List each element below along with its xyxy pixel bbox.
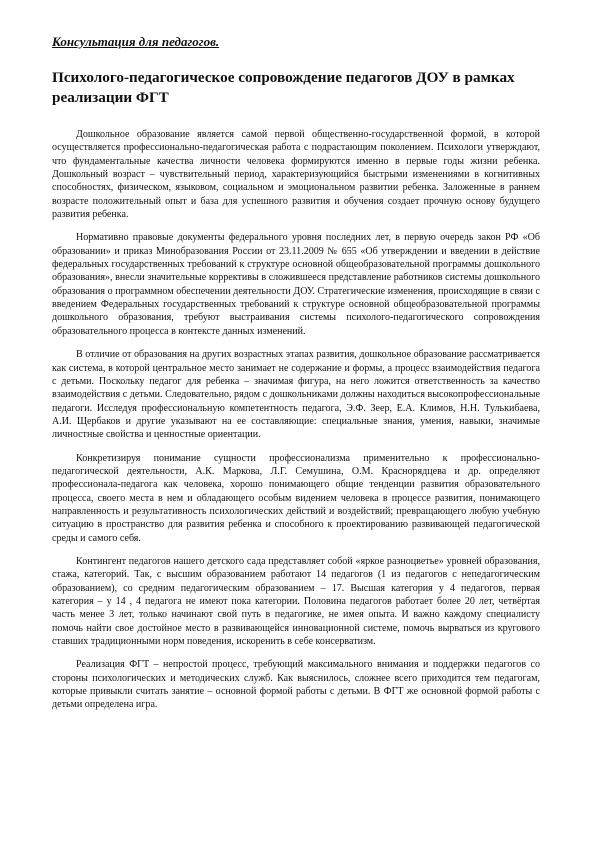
section-label: Консультация для педагогов. <box>52 34 220 49</box>
paragraph: Конкретизируя понимание сущности профессионализма применительно к профессионально-педагогической деятельности, А.К. Маркова, Л.Г. Семушина, О.М. Краснорядцева и др. определяют профессионала-педагога как человека, хорошо понимающего общие тенденции развития образовательного процесса, своего места в нем и обладающего особым видением человека в процессе развития, понимающего направленность и результативность психологических действий и воздействий; превращающего любую учебную ситуацию в пространство для развития ребенка и способного к проектированию развивающей педагогической среды и самого себя. <box>52 452 540 544</box>
paragraph: Дошкольное образование является самой первой общественно-государственной формой, в которой осуществляется профессионально-педагогическая работа с подрастающим поколением. Психологи утверждают, что фундаментальные качества личности человека формируются именно в первые годы жизни ребенка. Дошкольный возраст – чувствительный период, характеризующийся быстрыми изменениями в когнитивных способностях, физическом, языковом, социальном и эмоциональном развитии ребенка. Заложенные в раннем возрасте положительный опыт и база для успешного развития и обучения создает прочную основу будущего развития ребенка. <box>52 129 540 221</box>
paragraph: Контингент педагогов нашего детского сада представляет собой «яркое разноцветье» уровней образования, стажа, категорий. Так, с высшим образованием работают 14 педагогов (1 из педагогов с непедагогическим образованием), со средним педагогическим образованием – 17. Высшая категория у 4 педагогов, первая категория – у 14 , 4 педагога не имеют пока категории. Половина педагогов работает более 20 лет, четвёртая часть менее 3 лет, только начинают свой путь в педагогике, не имея опыта. И важно каждому специалисту помочь найти свое достойное место в развивающейся инновационной системе, помочь вырваться из кругового ставших традиционными норм поведения, искоренить в себе консерватизм. <box>52 555 540 648</box>
paragraph: Реализация ФГТ – непростой процесс, требующий максимального внимания и поддержки педагогов со стороны психологических и методических служб. Как выяснилось, сложнее всего приходится тем педагогам, которые привыкли считать занятие – основной формой работы с детьми. В ФГТ же основной формой работы с детьми определена игра. <box>52 659 540 711</box>
document-title: Психолого-педагогическое сопровождение педагогов ДОУ в рамках реализации ФГТ <box>52 69 515 106</box>
paragraph: В отличие от образования на других возрастных этапах развития, дошкольное образование рассматривается как система, в которой центральное место занимает не содержание и формы, а процесс взаимодействия педагога с детьми. Поскольку педагог для ребенка – значимая фигура, на него ложится ответственность за качество взаимодействия с детьми. Следовательно, рядом с дошкольниками должны находиться высокопрофессиональные педагоги. Исследуя профессиональную компетентность педагога, Э.Ф. Зеер, Е.А. Климов, Н.Н. Тулькибаева, А.И. Щербаков и другие указывают на ее составляющие: специальные знания, умения, навыки, значимые личностные свойства и ценностные ориентации. <box>52 349 540 441</box>
document-body <box>52 128 540 712</box>
paragraph: Нормативно правовые документы федерального уровня последних лет, в первую очередь закон РФ «Об образовании» и приказ Минобразования России от 23.11.2009 № 655 «Об утверждении и введении в действие федеральных государственных требований к структуре основной общеобразовательной программы дошкольного образования», внесли значительные коррективы в сложившееся представление работников системы дошкольного образования о программном обеспечении деятельности ДОУ. Стратегические изменения, происходящие в связи с введением Федеральных государственных требований к структуре основной общеобразовательной программы дошкольного образования, требуют выстраивания системы психолого-педагогического сопровождения образовательного процесса в контексте данных изменений. <box>52 232 540 337</box>
